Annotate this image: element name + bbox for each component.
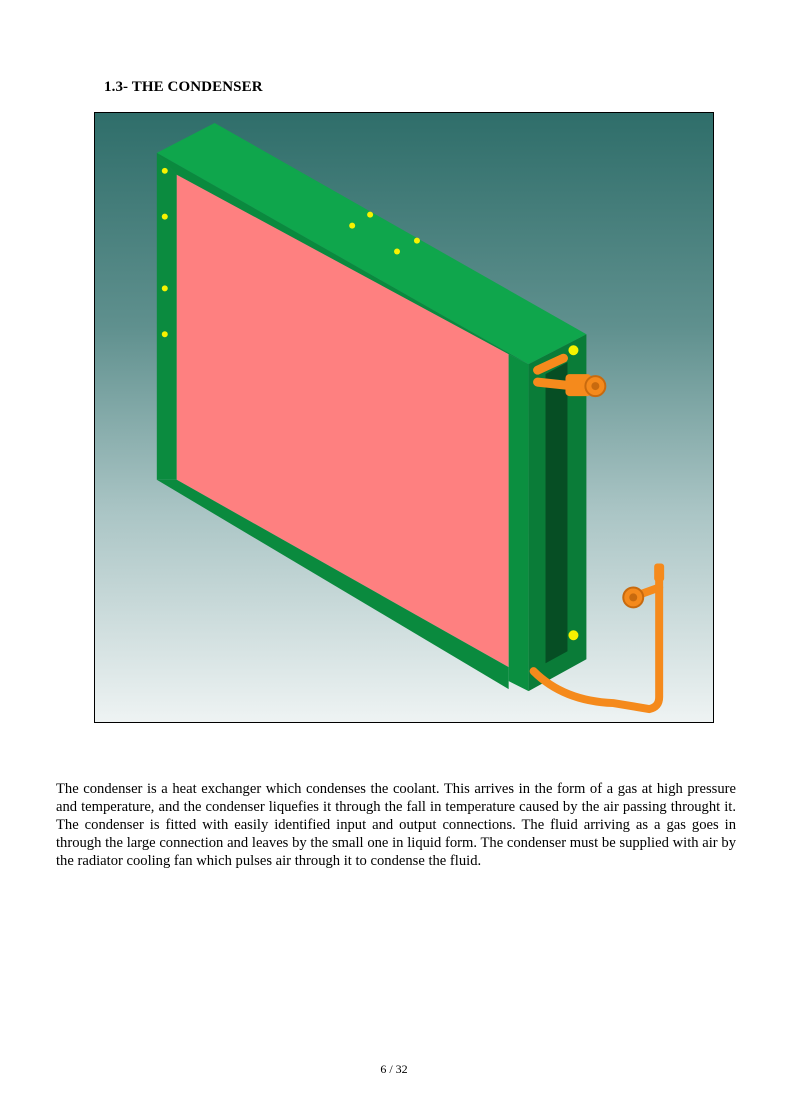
outlet-cap	[654, 564, 664, 582]
body-paragraph: The condenser is a heat exchanger which condenses the coolant. This arrives in the form of a gas at high pressure and temperature, and the condenser liquefies it through the fall in temperature caused by the air passing throught it. The condenser is fitted with easily identified input and output connections. The fluid arriving as a gas goes in through the large connection and leaves by the small one in liquid form. The condenser must be supplied with air by the radiator cooling fan which pulses air through it to condense the fluid.	[56, 781, 736, 869]
bolt	[162, 168, 168, 174]
bolt	[414, 238, 420, 244]
bolt	[568, 345, 578, 355]
bolt	[162, 331, 168, 337]
inlet-port-hole	[591, 382, 599, 390]
end-tank-inner	[546, 362, 568, 663]
end-tank-front	[509, 354, 529, 691]
bolt	[367, 212, 373, 218]
page-number: 6 / 32	[380, 1062, 408, 1076]
frame-left-bar	[157, 153, 177, 480]
condenser-illustration-icon	[95, 113, 713, 722]
condenser-figure	[94, 112, 714, 723]
outlet-port-hole	[629, 593, 637, 601]
bolt	[162, 214, 168, 220]
bolt	[349, 223, 355, 229]
bolt	[394, 249, 400, 255]
section-heading: 1.3- THE CONDENSER	[104, 79, 263, 95]
bolt	[162, 285, 168, 291]
bolt	[568, 630, 578, 640]
